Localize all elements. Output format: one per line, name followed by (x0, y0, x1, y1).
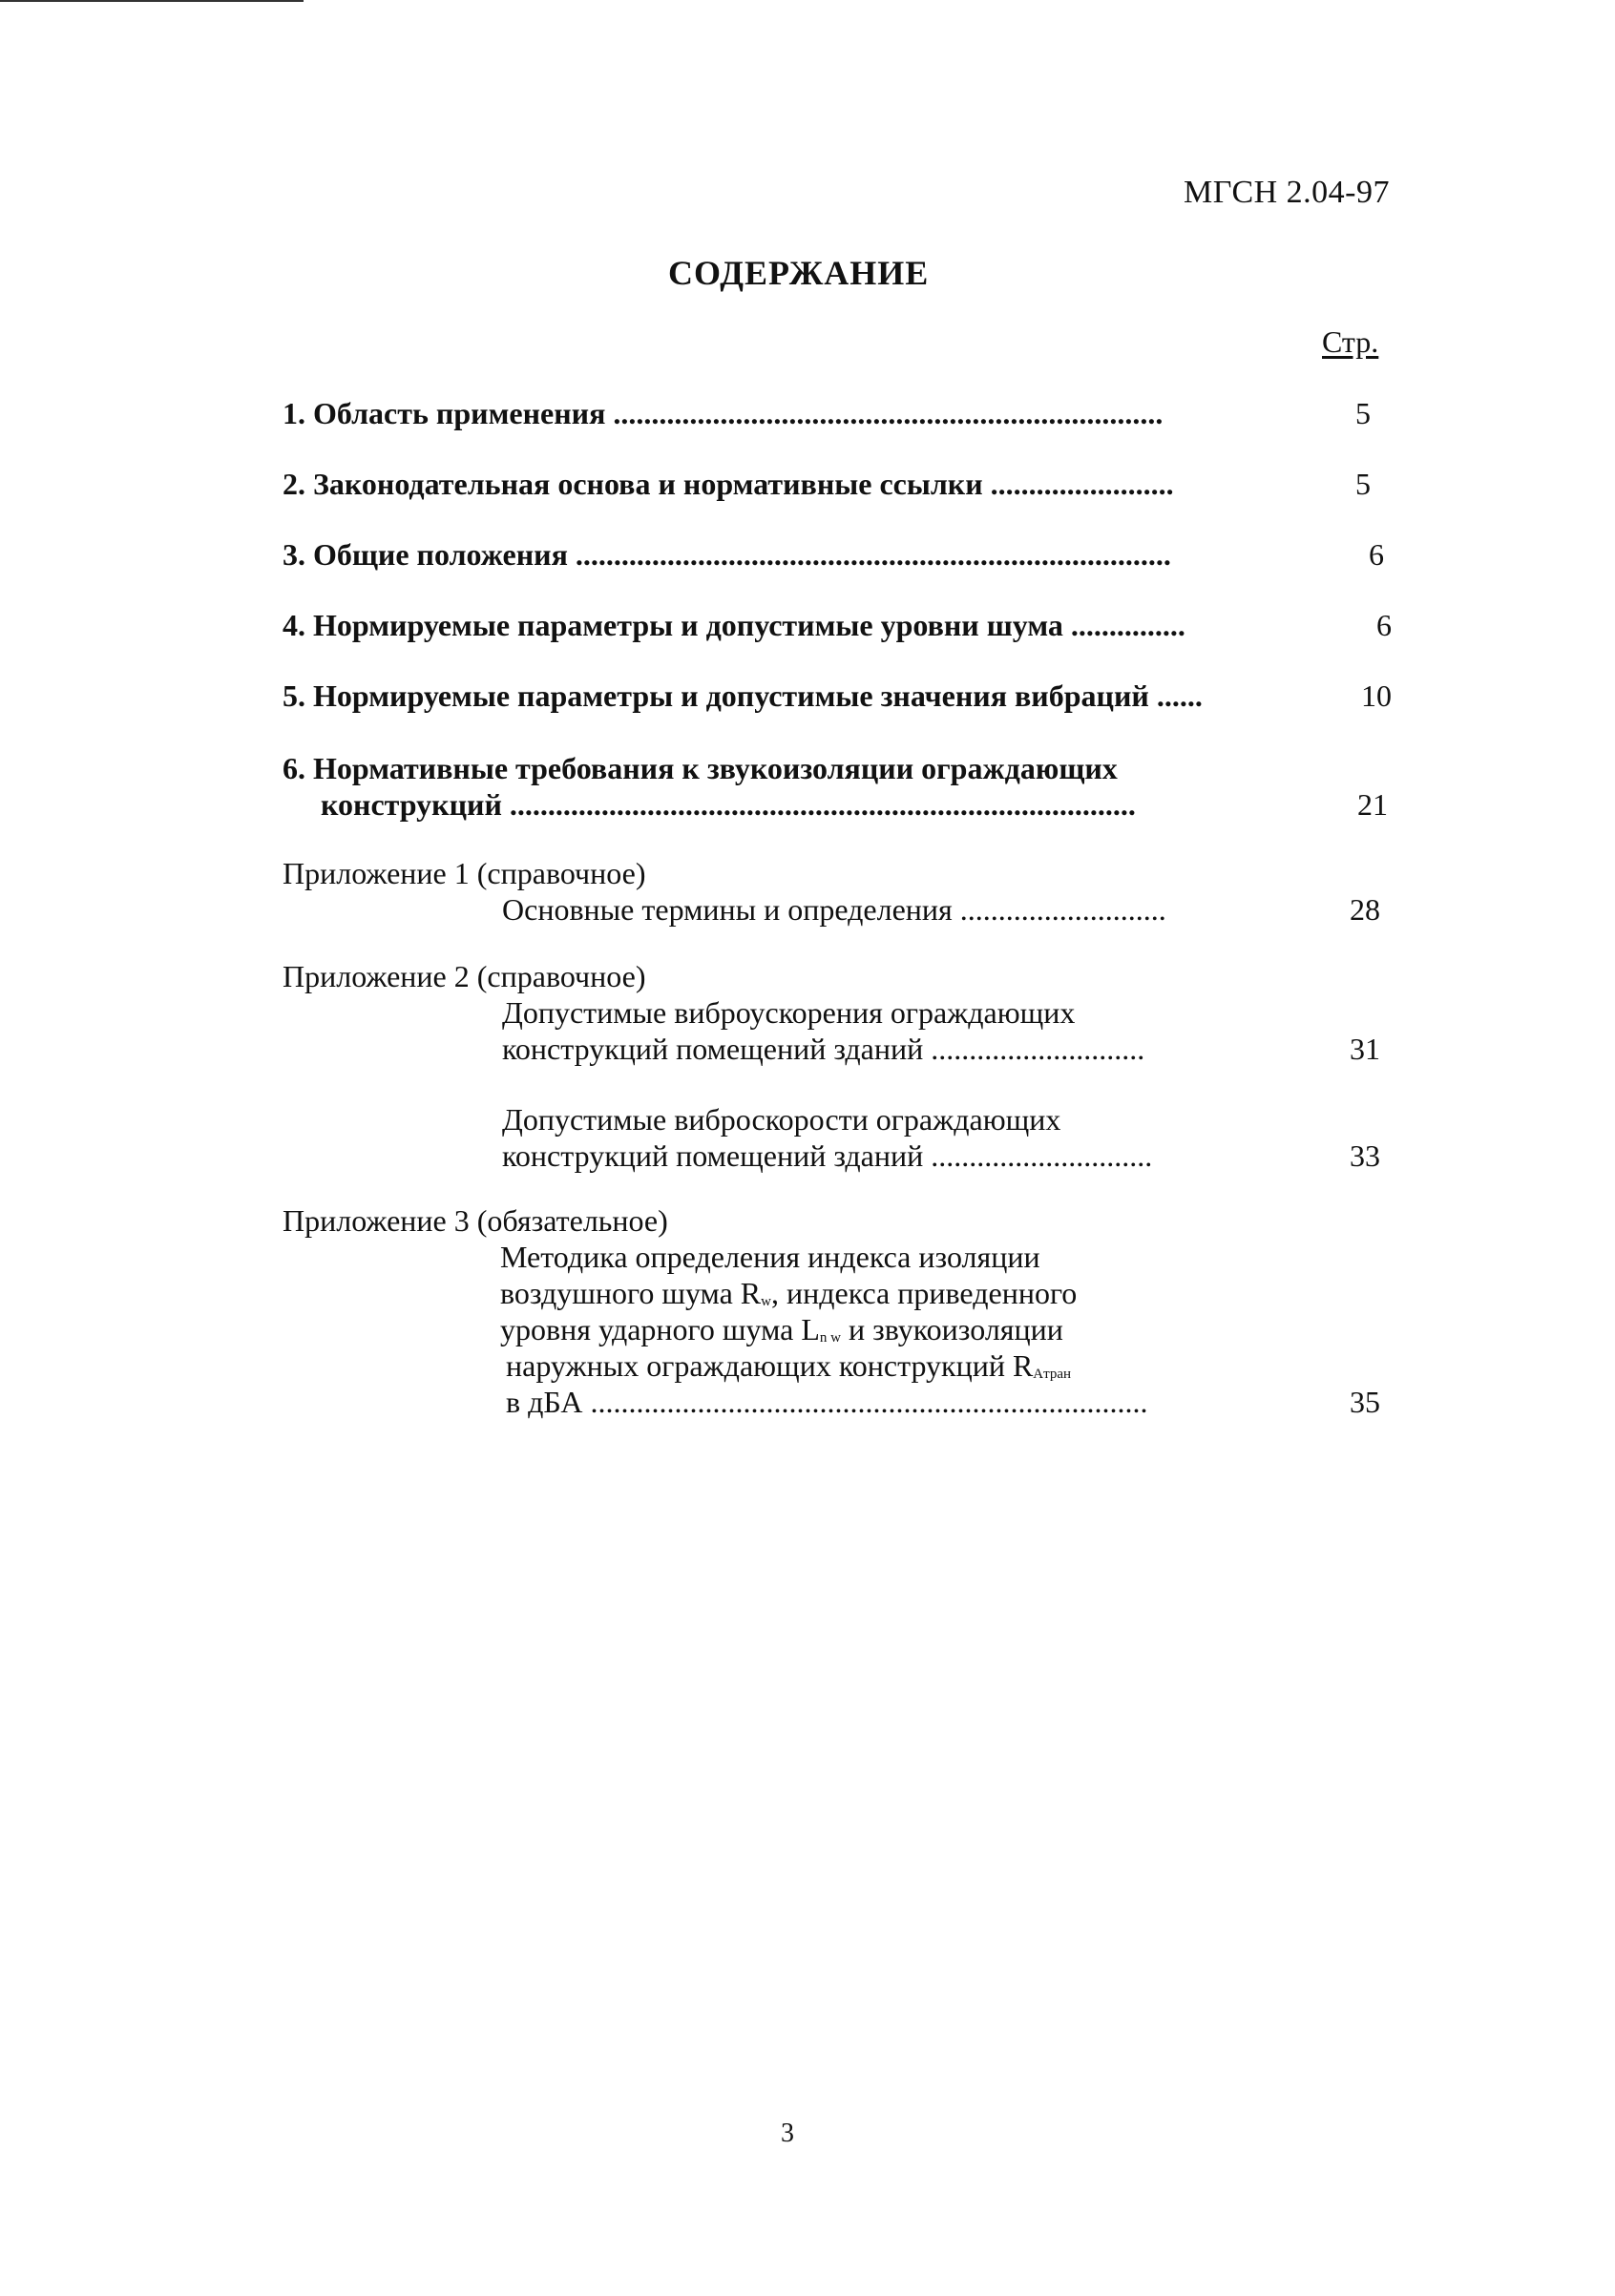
toc-section-5 (283, 678, 1392, 714)
page-number: 3 (781, 2119, 794, 2148)
leader-dots: .................................................................................. (509, 787, 1136, 822)
toc-page-number: 28 (1350, 892, 1380, 927)
leader-dots: ........................... (959, 892, 1166, 927)
toc-section-6 (283, 750, 1388, 823)
toc-section-text: 4. Нормируемые параметры и допустимые уровни шума (283, 608, 1063, 642)
toc-page-number: 5 (1355, 467, 1371, 501)
toc-section-3 (283, 536, 1384, 573)
appendix-item-text-cont: конструкций помещений зданий (502, 1032, 924, 1066)
subscript: n w (819, 1330, 841, 1346)
appendix-item-text-cont: в дБА (506, 1385, 583, 1419)
toc-section-text: 1. Область применения (283, 396, 606, 430)
leader-dots: .............................................................................. (575, 537, 1171, 572)
appendix-item-text: Основные термины и определения (502, 892, 953, 927)
toc-appendix-1 (283, 855, 1380, 928)
appendix-item-text-cont: конструкций помещений зданий (502, 1138, 924, 1173)
appendix-heading: Приложение 2 (справочное) (283, 959, 646, 993)
appendix-item-text: Допустимые виброускорения ограждающих (502, 995, 1076, 1030)
leader-dots: ............................. (931, 1138, 1153, 1173)
toc-page-number: 31 (1350, 1032, 1380, 1066)
toc-title: СОДЕРЖАНИЕ (668, 254, 930, 292)
toc-page-number: 33 (1350, 1138, 1380, 1173)
toc-section-4 (283, 607, 1392, 643)
appendix-item-text-cont: наружных ограждающих конструкций R (506, 1348, 1034, 1383)
leader-dots: ............................ (931, 1032, 1145, 1066)
toc-page-number: 21 (1357, 787, 1388, 822)
toc-page-number: 5 (1355, 396, 1371, 430)
toc-section-1 (283, 395, 1380, 431)
toc-section-text: 6. Нормативные требования к звукоизоляции ограждающих (283, 751, 1118, 785)
toc-section-text: 5. Нормируемые параметры и допустимые значения вибраций (283, 678, 1149, 713)
toc-page-number: 6 (1369, 537, 1384, 572)
leader-dots: ......................................................................... (590, 1385, 1148, 1419)
appendix-item-text-cont: уровня ударного шума L (500, 1312, 820, 1346)
toc-page-number: 10 (1361, 678, 1392, 713)
toc-page-number: 35 (1350, 1385, 1380, 1419)
subscript: Aтран (1033, 1367, 1072, 1382)
leader-dots: ........................................................................ (613, 396, 1164, 430)
toc-section-2 (283, 466, 1380, 502)
toc-appendix-2 (283, 958, 1380, 1174)
appendix-item-text-cont: , индекса приведенного (770, 1276, 1078, 1310)
leader-dots: ............... (1070, 608, 1185, 642)
appendix-heading: Приложение 1 (справочное) (283, 856, 646, 890)
appendix-item-text: Допустимые виброскорости ограждающих (502, 1102, 1061, 1137)
appendix-item-text-cont: и звукоизоляции (840, 1312, 1063, 1346)
toc-section-text: 2. Законодательная основа и нормативные ссылки (283, 467, 983, 501)
toc-section-text: 3. Общие положения (283, 537, 568, 572)
appendix-item-text: Методика определения индекса изоляции (500, 1240, 1040, 1274)
leader-dots: ...... (1156, 678, 1203, 713)
toc-page-number: 6 (1376, 608, 1392, 642)
leader-dots: ........................ (990, 467, 1174, 501)
appendix-heading: Приложение 3 (обязательное) (283, 1203, 668, 1238)
top-rule (0, 0, 304, 2)
toc-section-text-cont: конструкций (321, 787, 502, 822)
page-column-label: Стр. (1322, 324, 1379, 359)
subscript: w (761, 1294, 771, 1309)
document-code: МГСН 2.04-97 (1184, 175, 1390, 210)
appendix-item-text-cont: воздушного шума R (500, 1276, 762, 1310)
toc-appendix-3 (283, 1202, 1380, 1420)
